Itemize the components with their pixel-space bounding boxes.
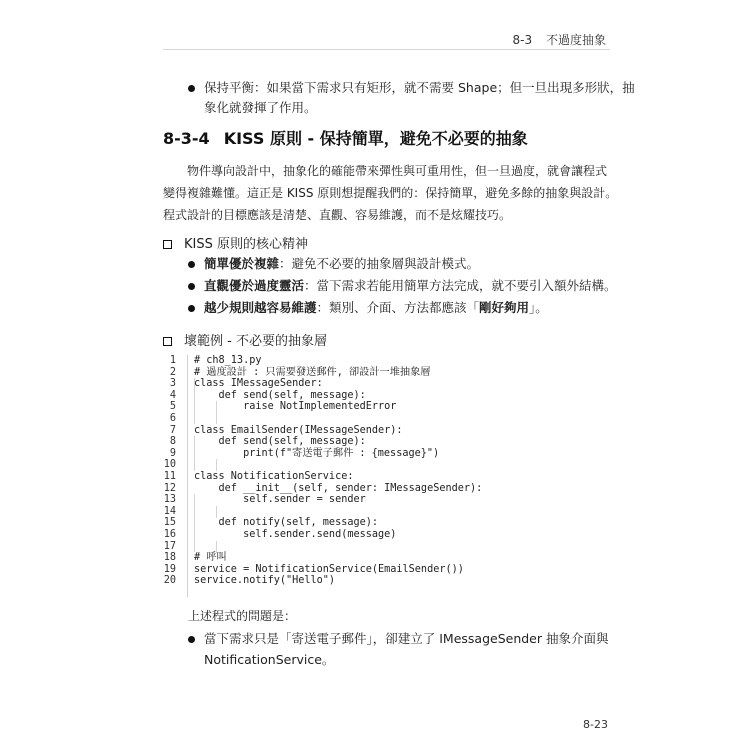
code-text: service.notify("Hello") xyxy=(194,575,336,587)
line-number: 17 xyxy=(163,540,176,552)
bullet-text-line1: ：如果當下需求只有矩形，就不需要 Shape；但一旦出現多形狀，抽 xyxy=(254,80,635,95)
code-line xyxy=(160,494,620,506)
line-number: 5 xyxy=(169,401,176,413)
chapter-number: 8-3 xyxy=(512,33,533,47)
item-text: ：當下需求若能用簡單方法完成，就不要引入額外結構。 xyxy=(304,278,617,293)
code-line xyxy=(160,552,620,564)
code-line xyxy=(160,367,620,379)
code-text: # ch8_13.py xyxy=(194,355,262,366)
line-number: 18 xyxy=(163,552,176,564)
bullet-icon xyxy=(188,305,195,312)
code-text: service = NotificationService(EmailSender()) xyxy=(194,563,464,575)
code-line xyxy=(160,517,620,529)
bullet-text-line2: 象化就發揮了作用。 xyxy=(204,100,317,115)
line-number: 13 xyxy=(163,494,176,506)
bullet-term: 保持平衡 xyxy=(204,80,255,95)
paragraph-line: 程式設計的目標應該是清楚、直觀、容易維護，而不是炫耀技巧。 xyxy=(163,208,512,222)
section-title xyxy=(163,126,528,149)
bullet-text-line1: 當下需求只是「寄送電子郵件」，卻建立了 IMessageSender 抽象介面與 xyxy=(204,631,609,646)
bullet-icon xyxy=(188,85,195,92)
checkbox-square-icon xyxy=(163,240,172,249)
code-line xyxy=(160,413,620,425)
item-text: ：避免不必要的抽象層與設計模式。 xyxy=(279,256,480,271)
bullet-icon xyxy=(188,261,195,268)
code-line xyxy=(160,459,620,471)
code-line xyxy=(160,471,620,483)
line-number: 6 xyxy=(169,412,176,424)
code-line xyxy=(160,541,620,553)
chapter-title: 不過度抽象 xyxy=(545,33,606,47)
paragraph-line: 變得複雜難懂。這正是 KISS 原則想提醒我們的：保持簡單，避免多餘的抽象與設計。 xyxy=(163,186,618,200)
line-number: 7 xyxy=(169,424,176,436)
line-number: 3 xyxy=(169,378,176,390)
code-line xyxy=(160,529,620,541)
code-text: raise NotImplementedError xyxy=(194,401,397,413)
section-number: 8-3-4 xyxy=(163,129,210,148)
code-text: def notify(self, message): xyxy=(194,517,379,529)
heading-text: 壞範例 - 不必要的抽象層 xyxy=(184,334,327,349)
bullet-icon xyxy=(188,636,195,643)
code-text: class EmailSender(IMessageSender): xyxy=(194,424,403,436)
code-text: def send(self, message): xyxy=(194,389,366,401)
line-number: 16 xyxy=(163,528,176,540)
code-text: # 過度設計 : 只需要發送郵件, 卻設計一堆抽象層 xyxy=(194,366,431,378)
line-number: 19 xyxy=(163,563,176,575)
running-header xyxy=(513,31,606,48)
code-line xyxy=(160,401,620,413)
code-line xyxy=(160,390,620,402)
bullet-text-line2: NotificationService。 xyxy=(204,652,335,667)
code-text: self.sender = sender xyxy=(194,494,366,506)
code-line xyxy=(160,448,620,460)
line-number: 8 xyxy=(169,436,176,448)
paragraph-line: 物件導向設計中，抽象化的確能帶來彈性與可重用性，但一旦過度，就會讓程式 xyxy=(187,164,608,178)
code-text: def send(self, message): xyxy=(194,436,366,448)
code-listing xyxy=(160,355,620,587)
code-line xyxy=(160,575,620,587)
code-text: class NotificationService: xyxy=(194,470,354,482)
code-line xyxy=(160,506,620,518)
page-number: 8-23 xyxy=(583,718,608,731)
code-text: # 呼叫 xyxy=(194,552,227,564)
line-number: 14 xyxy=(163,505,176,517)
line-number: 4 xyxy=(169,389,176,401)
code-line xyxy=(160,483,620,495)
line-number: 2 xyxy=(169,366,176,378)
bullet-icon xyxy=(188,283,195,290)
line-number: 11 xyxy=(163,470,176,482)
code-line xyxy=(160,564,620,576)
body-paragraph xyxy=(163,160,618,226)
item-term: 簡單優於複雜 xyxy=(204,256,280,271)
line-number: 1 xyxy=(169,355,176,366)
line-number: 12 xyxy=(163,482,176,494)
bad-example-heading xyxy=(163,330,327,349)
code-text: def __init__(self, sender: IMessageSender): xyxy=(194,482,483,494)
item-emphasis: 剛好夠用 xyxy=(479,300,530,315)
code-line xyxy=(160,436,620,448)
code-text: class IMessageSender: xyxy=(194,378,323,390)
code-text: print(f"寄送電子郵件 : {message}") xyxy=(194,447,440,459)
item-text: ：類別、介面、方法都應該「 xyxy=(316,300,480,315)
section-heading: KISS 原則 - 保持簡單，避免不必要的抽象 xyxy=(223,129,528,148)
item-term: 越少規則越容易維護 xyxy=(204,300,317,315)
core-spirit-heading xyxy=(163,233,308,252)
line-number: 20 xyxy=(163,575,176,587)
heading-text: KISS 原則的核心精神 xyxy=(184,237,308,252)
code-line xyxy=(160,378,620,390)
item-term: 直觀優於過度靈活 xyxy=(204,278,305,293)
checkbox-square-icon xyxy=(163,337,172,346)
item-tail: 」。 xyxy=(529,300,548,315)
code-line xyxy=(160,425,620,437)
header-divider xyxy=(163,49,610,50)
line-number: 10 xyxy=(163,459,176,471)
code-line xyxy=(160,355,620,367)
code-text: self.sender.send(message) xyxy=(194,528,397,540)
problem-intro: 上述程式的問題是： xyxy=(188,609,297,623)
line-number: 15 xyxy=(163,517,176,529)
line-number: 9 xyxy=(169,447,176,459)
